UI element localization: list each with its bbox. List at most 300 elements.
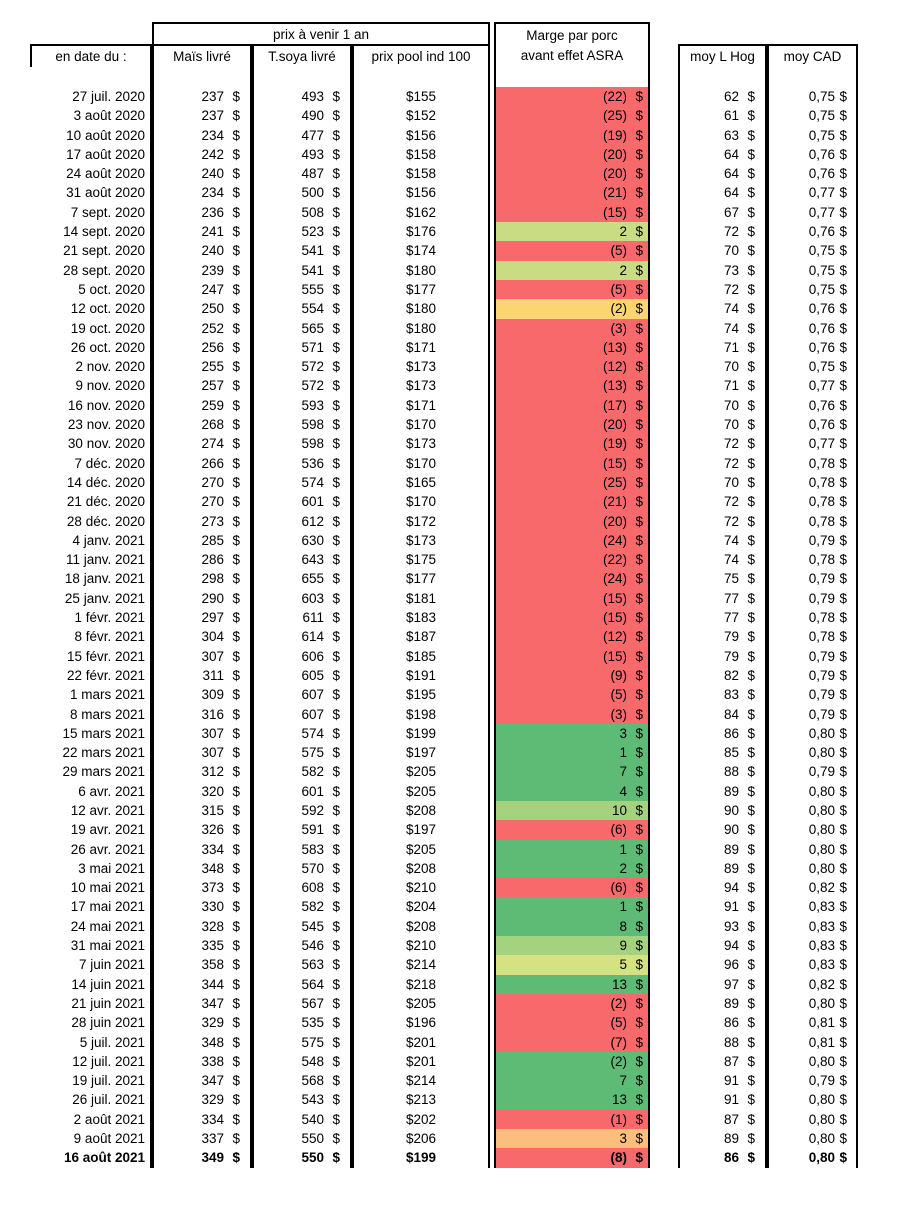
date-cell[interactable] <box>30 319 150 338</box>
hog-cell[interactable] <box>680 473 765 492</box>
cad-cell[interactable] <box>769 1033 856 1052</box>
marge-cell[interactable] <box>496 106 648 125</box>
marge-cell[interactable] <box>496 280 648 299</box>
pool-cell[interactable] <box>354 434 488 453</box>
cad-cell[interactable] <box>769 801 856 820</box>
pool-cell[interactable] <box>354 338 488 357</box>
mais-cell[interactable] <box>154 396 250 415</box>
pool-cell[interactable] <box>354 1033 488 1052</box>
mais-cell[interactable] <box>154 955 250 974</box>
date-cell[interactable] <box>30 897 150 916</box>
soya-cell[interactable] <box>254 550 350 569</box>
date-cell[interactable] <box>30 376 150 395</box>
marge-cell[interactable] <box>496 820 648 839</box>
hog-cell[interactable] <box>680 994 765 1013</box>
cad-cell[interactable] <box>769 994 856 1013</box>
soya-cell[interactable] <box>254 222 350 241</box>
soya-cell[interactable] <box>254 183 350 202</box>
header-prix-pool-ind-100[interactable]: prix pool ind 100 <box>352 44 490 69</box>
hog-cell[interactable] <box>680 705 765 724</box>
hog-cell[interactable] <box>680 1148 765 1167</box>
hog-cell[interactable] <box>680 319 765 338</box>
cad-cell[interactable] <box>769 1090 856 1109</box>
mais-cell[interactable] <box>154 840 250 859</box>
soya-cell[interactable] <box>254 338 350 357</box>
marge-cell[interactable] <box>496 1071 648 1090</box>
soya-cell[interactable] <box>254 492 350 511</box>
date-cell[interactable] <box>30 106 150 125</box>
cad-cell[interactable] <box>769 840 856 859</box>
cad-cell[interactable] <box>769 145 856 164</box>
marge-cell[interactable] <box>496 126 648 145</box>
date-cell[interactable] <box>30 859 150 878</box>
date-cell[interactable] <box>30 569 150 588</box>
cad-cell[interactable] <box>769 627 856 646</box>
date-cell[interactable] <box>30 762 150 781</box>
cad-cell[interactable] <box>769 512 856 531</box>
header-prix-a-venir[interactable]: prix à venir 1 an <box>152 22 490 46</box>
cad-cell[interactable] <box>769 492 856 511</box>
mais-cell[interactable] <box>154 1148 250 1167</box>
hog-cell[interactable] <box>680 1013 765 1032</box>
pool-cell[interactable] <box>354 415 488 434</box>
header-mais-livre[interactable]: Maïs livré <box>152 44 252 69</box>
pool-cell[interactable] <box>354 936 488 955</box>
soya-cell[interactable] <box>254 126 350 145</box>
cad-cell[interactable] <box>769 126 856 145</box>
hog-cell[interactable] <box>680 878 765 897</box>
mais-cell[interactable] <box>154 666 250 685</box>
mais-cell[interactable] <box>154 878 250 897</box>
hog-cell[interactable] <box>680 1033 765 1052</box>
soya-cell[interactable] <box>254 319 350 338</box>
marge-cell[interactable] <box>496 801 648 820</box>
date-cell[interactable] <box>30 145 150 164</box>
hog-cell[interactable] <box>680 608 765 627</box>
hog-cell[interactable] <box>680 975 765 994</box>
date-cell[interactable] <box>30 280 150 299</box>
hog-cell[interactable] <box>680 1110 765 1129</box>
soya-cell[interactable] <box>254 357 350 376</box>
mais-cell[interactable] <box>154 685 250 704</box>
cad-cell[interactable] <box>769 1013 856 1032</box>
mais-cell[interactable] <box>154 357 250 376</box>
marge-cell[interactable] <box>496 357 648 376</box>
date-cell[interactable] <box>30 1129 150 1148</box>
cad-cell[interactable] <box>769 434 856 453</box>
date-cell[interactable] <box>30 357 150 376</box>
pool-cell[interactable] <box>354 376 488 395</box>
marge-cell[interactable] <box>496 454 648 473</box>
pool-cell[interactable] <box>354 994 488 1013</box>
pool-cell[interactable] <box>354 492 488 511</box>
date-cell[interactable] <box>30 415 150 434</box>
pool-cell[interactable] <box>354 473 488 492</box>
date-cell[interactable] <box>30 608 150 627</box>
soya-cell[interactable] <box>254 627 350 646</box>
marge-cell[interactable] <box>496 261 648 280</box>
hog-cell[interactable] <box>680 666 765 685</box>
date-cell[interactable] <box>30 164 150 183</box>
hog-cell[interactable] <box>680 434 765 453</box>
cad-cell[interactable] <box>769 183 856 202</box>
marge-cell[interactable] <box>496 550 648 569</box>
marge-cell[interactable] <box>496 145 648 164</box>
marge-cell[interactable] <box>496 1110 648 1129</box>
hog-cell[interactable] <box>680 550 765 569</box>
mais-cell[interactable] <box>154 106 250 125</box>
cad-cell[interactable] <box>769 299 856 318</box>
soya-cell[interactable] <box>254 724 350 743</box>
pool-cell[interactable] <box>354 975 488 994</box>
soya-cell[interactable] <box>254 782 350 801</box>
hog-cell[interactable] <box>680 164 765 183</box>
mais-cell[interactable] <box>154 261 250 280</box>
soya-cell[interactable] <box>254 241 350 260</box>
cad-cell[interactable] <box>769 878 856 897</box>
cad-cell[interactable] <box>769 917 856 936</box>
soya-cell[interactable] <box>254 434 350 453</box>
pool-cell[interactable] <box>354 396 488 415</box>
marge-cell[interactable] <box>496 203 648 222</box>
hog-cell[interactable] <box>680 897 765 916</box>
pool-cell[interactable] <box>354 1013 488 1032</box>
pool-cell[interactable] <box>354 126 488 145</box>
hog-cell[interactable] <box>680 743 765 762</box>
mais-cell[interactable] <box>154 203 250 222</box>
hog-cell[interactable] <box>680 724 765 743</box>
soya-cell[interactable] <box>254 106 350 125</box>
soya-cell[interactable] <box>254 608 350 627</box>
mais-cell[interactable] <box>154 1129 250 1148</box>
pool-cell[interactable] <box>354 1148 488 1167</box>
hog-cell[interactable] <box>680 512 765 531</box>
date-cell[interactable] <box>30 975 150 994</box>
marge-cell[interactable] <box>496 1090 648 1109</box>
pool-cell[interactable] <box>354 666 488 685</box>
cad-cell[interactable] <box>769 1052 856 1071</box>
marge-cell[interactable] <box>496 705 648 724</box>
marge-cell[interactable] <box>496 975 648 994</box>
marge-cell[interactable] <box>496 415 648 434</box>
date-cell[interactable] <box>30 1033 150 1052</box>
marge-cell[interactable] <box>496 569 648 588</box>
mais-cell[interactable] <box>154 454 250 473</box>
soya-cell[interactable] <box>254 376 350 395</box>
pool-cell[interactable] <box>354 319 488 338</box>
cad-cell[interactable] <box>769 589 856 608</box>
hog-cell[interactable] <box>680 415 765 434</box>
date-cell[interactable] <box>30 589 150 608</box>
mais-cell[interactable] <box>154 473 250 492</box>
pool-cell[interactable] <box>354 820 488 839</box>
marge-cell[interactable] <box>496 589 648 608</box>
date-cell[interactable] <box>30 724 150 743</box>
cad-cell[interactable] <box>769 647 856 666</box>
soya-cell[interactable] <box>254 569 350 588</box>
date-cell[interactable] <box>30 203 150 222</box>
cad-cell[interactable] <box>769 261 856 280</box>
cad-cell[interactable] <box>769 222 856 241</box>
date-cell[interactable] <box>30 1071 150 1090</box>
cad-cell[interactable] <box>769 859 856 878</box>
soya-cell[interactable] <box>254 87 350 106</box>
date-cell[interactable] <box>30 261 150 280</box>
hog-cell[interactable] <box>680 126 765 145</box>
mais-cell[interactable] <box>154 241 250 260</box>
date-cell[interactable] <box>30 512 150 531</box>
hog-cell[interactable] <box>680 569 765 588</box>
hog-cell[interactable] <box>680 261 765 280</box>
soya-cell[interactable] <box>254 897 350 916</box>
pool-cell[interactable] <box>354 859 488 878</box>
date-cell[interactable] <box>30 801 150 820</box>
date-cell[interactable] <box>30 917 150 936</box>
hog-cell[interactable] <box>680 589 765 608</box>
soya-cell[interactable] <box>254 589 350 608</box>
cad-cell[interactable] <box>769 820 856 839</box>
soya-cell[interactable] <box>254 878 350 897</box>
cad-cell[interactable] <box>769 569 856 588</box>
cad-cell[interactable] <box>769 705 856 724</box>
pool-cell[interactable] <box>354 512 488 531</box>
cad-cell[interactable] <box>769 280 856 299</box>
marge-cell[interactable] <box>496 376 648 395</box>
pool-cell[interactable] <box>354 897 488 916</box>
pool-cell[interactable] <box>354 627 488 646</box>
date-cell[interactable] <box>30 126 150 145</box>
mais-cell[interactable] <box>154 492 250 511</box>
mais-cell[interactable] <box>154 1071 250 1090</box>
mais-cell[interactable] <box>154 897 250 916</box>
cad-cell[interactable] <box>769 415 856 434</box>
soya-cell[interactable] <box>254 859 350 878</box>
date-cell[interactable] <box>30 627 150 646</box>
marge-cell[interactable] <box>496 531 648 550</box>
marge-cell[interactable] <box>496 473 648 492</box>
marge-cell[interactable] <box>496 608 648 627</box>
pool-cell[interactable] <box>354 608 488 627</box>
header-en-date-du[interactable]: en date du : <box>30 44 152 69</box>
hog-cell[interactable] <box>680 647 765 666</box>
soya-cell[interactable] <box>254 936 350 955</box>
header-moy-l-hog[interactable]: moy L Hog <box>678 44 767 69</box>
pool-cell[interactable] <box>354 183 488 202</box>
date-cell[interactable] <box>30 183 150 202</box>
mais-cell[interactable] <box>154 801 250 820</box>
hog-cell[interactable] <box>680 859 765 878</box>
cad-cell[interactable] <box>769 1148 856 1167</box>
hog-cell[interactable] <box>680 376 765 395</box>
date-cell[interactable] <box>30 994 150 1013</box>
header-tsoya-livre[interactable]: T.soya livré <box>252 44 352 69</box>
mais-cell[interactable] <box>154 87 250 106</box>
soya-cell[interactable] <box>254 1071 350 1090</box>
marge-cell[interactable] <box>496 627 648 646</box>
marge-cell[interactable] <box>496 299 648 318</box>
marge-cell[interactable] <box>496 1148 648 1167</box>
hog-cell[interactable] <box>680 801 765 820</box>
soya-cell[interactable] <box>254 1090 350 1109</box>
cad-cell[interactable] <box>769 319 856 338</box>
marge-cell[interactable] <box>496 1013 648 1032</box>
soya-cell[interactable] <box>254 396 350 415</box>
mais-cell[interactable] <box>154 338 250 357</box>
cad-cell[interactable] <box>769 376 856 395</box>
pool-cell[interactable] <box>354 145 488 164</box>
marge-cell[interactable] <box>496 319 648 338</box>
pool-cell[interactable] <box>354 782 488 801</box>
hog-cell[interactable] <box>680 145 765 164</box>
cad-cell[interactable] <box>769 473 856 492</box>
pool-cell[interactable] <box>354 261 488 280</box>
pool-cell[interactable] <box>354 241 488 260</box>
marge-cell[interactable] <box>496 512 648 531</box>
pool-cell[interactable] <box>354 357 488 376</box>
mais-cell[interactable] <box>154 1013 250 1032</box>
pool-cell[interactable] <box>354 550 488 569</box>
pool-cell[interactable] <box>354 840 488 859</box>
marge-cell[interactable] <box>496 647 648 666</box>
cad-cell[interactable] <box>769 1129 856 1148</box>
hog-cell[interactable] <box>680 222 765 241</box>
soya-cell[interactable] <box>254 762 350 781</box>
mais-cell[interactable] <box>154 319 250 338</box>
mais-cell[interactable] <box>154 550 250 569</box>
pool-cell[interactable] <box>354 647 488 666</box>
pool-cell[interactable] <box>354 685 488 704</box>
cad-cell[interactable] <box>769 87 856 106</box>
date-cell[interactable] <box>30 820 150 839</box>
mais-cell[interactable] <box>154 126 250 145</box>
marge-cell[interactable] <box>496 685 648 704</box>
marge-cell[interactable] <box>496 434 648 453</box>
cad-cell[interactable] <box>769 743 856 762</box>
soya-cell[interactable] <box>254 1013 350 1032</box>
date-cell[interactable] <box>30 666 150 685</box>
hog-cell[interactable] <box>680 454 765 473</box>
soya-cell[interactable] <box>254 994 350 1013</box>
marge-cell[interactable] <box>496 762 648 781</box>
date-cell[interactable] <box>30 705 150 724</box>
hog-cell[interactable] <box>680 936 765 955</box>
date-cell[interactable] <box>30 955 150 974</box>
pool-cell[interactable] <box>354 299 488 318</box>
mais-cell[interactable] <box>154 975 250 994</box>
date-cell[interactable] <box>30 299 150 318</box>
marge-cell[interactable] <box>496 955 648 974</box>
pool-cell[interactable] <box>354 1071 488 1090</box>
soya-cell[interactable] <box>254 299 350 318</box>
hog-cell[interactable] <box>680 338 765 357</box>
pool-cell[interactable] <box>354 1110 488 1129</box>
pool-cell[interactable] <box>354 164 488 183</box>
mais-cell[interactable] <box>154 222 250 241</box>
mais-cell[interactable] <box>154 608 250 627</box>
soya-cell[interactable] <box>254 1110 350 1129</box>
cad-cell[interactable] <box>769 531 856 550</box>
soya-cell[interactable] <box>254 164 350 183</box>
pool-cell[interactable] <box>354 917 488 936</box>
mais-cell[interactable] <box>154 859 250 878</box>
mais-cell[interactable] <box>154 724 250 743</box>
marge-cell[interactable] <box>496 743 648 762</box>
soya-cell[interactable] <box>254 917 350 936</box>
mais-cell[interactable] <box>154 820 250 839</box>
cad-cell[interactable] <box>769 338 856 357</box>
hog-cell[interactable] <box>680 955 765 974</box>
date-cell[interactable] <box>30 782 150 801</box>
soya-cell[interactable] <box>254 454 350 473</box>
cad-cell[interactable] <box>769 550 856 569</box>
cad-cell[interactable] <box>769 1110 856 1129</box>
date-cell[interactable] <box>30 396 150 415</box>
hog-cell[interactable] <box>680 299 765 318</box>
cad-cell[interactable] <box>769 106 856 125</box>
hog-cell[interactable] <box>680 106 765 125</box>
hog-cell[interactable] <box>680 280 765 299</box>
soya-cell[interactable] <box>254 415 350 434</box>
mais-cell[interactable] <box>154 627 250 646</box>
hog-cell[interactable] <box>680 203 765 222</box>
mais-cell[interactable] <box>154 762 250 781</box>
date-cell[interactable] <box>30 531 150 550</box>
marge-cell[interactable] <box>496 183 648 202</box>
marge-cell[interactable] <box>496 878 648 897</box>
soya-cell[interactable] <box>254 801 350 820</box>
mais-cell[interactable] <box>154 743 250 762</box>
cad-cell[interactable] <box>769 454 856 473</box>
mais-cell[interactable] <box>154 936 250 955</box>
marge-cell[interactable] <box>496 859 648 878</box>
date-cell[interactable] <box>30 936 150 955</box>
hog-cell[interactable] <box>680 492 765 511</box>
pool-cell[interactable] <box>354 203 488 222</box>
hog-cell[interactable] <box>680 820 765 839</box>
marge-cell[interactable] <box>496 936 648 955</box>
mais-cell[interactable] <box>154 415 250 434</box>
marge-cell[interactable] <box>496 917 648 936</box>
cad-cell[interactable] <box>769 762 856 781</box>
soya-cell[interactable] <box>254 1033 350 1052</box>
mais-cell[interactable] <box>154 647 250 666</box>
pool-cell[interactable] <box>354 743 488 762</box>
mais-cell[interactable] <box>154 164 250 183</box>
cad-cell[interactable] <box>769 897 856 916</box>
soya-cell[interactable] <box>254 955 350 974</box>
mais-cell[interactable] <box>154 1052 250 1071</box>
mais-cell[interactable] <box>154 183 250 202</box>
cad-cell[interactable] <box>769 203 856 222</box>
hog-cell[interactable] <box>680 1052 765 1071</box>
cad-cell[interactable] <box>769 241 856 260</box>
soya-cell[interactable] <box>254 1052 350 1071</box>
mais-cell[interactable] <box>154 1033 250 1052</box>
mais-cell[interactable] <box>154 782 250 801</box>
marge-cell[interactable] <box>496 782 648 801</box>
soya-cell[interactable] <box>254 261 350 280</box>
marge-cell[interactable] <box>496 994 648 1013</box>
hog-cell[interactable] <box>680 87 765 106</box>
mais-cell[interactable] <box>154 994 250 1013</box>
pool-cell[interactable] <box>354 222 488 241</box>
pool-cell[interactable] <box>354 1129 488 1148</box>
soya-cell[interactable] <box>254 685 350 704</box>
cad-cell[interactable] <box>769 608 856 627</box>
pool-cell[interactable] <box>354 801 488 820</box>
pool-cell[interactable] <box>354 569 488 588</box>
soya-cell[interactable] <box>254 647 350 666</box>
